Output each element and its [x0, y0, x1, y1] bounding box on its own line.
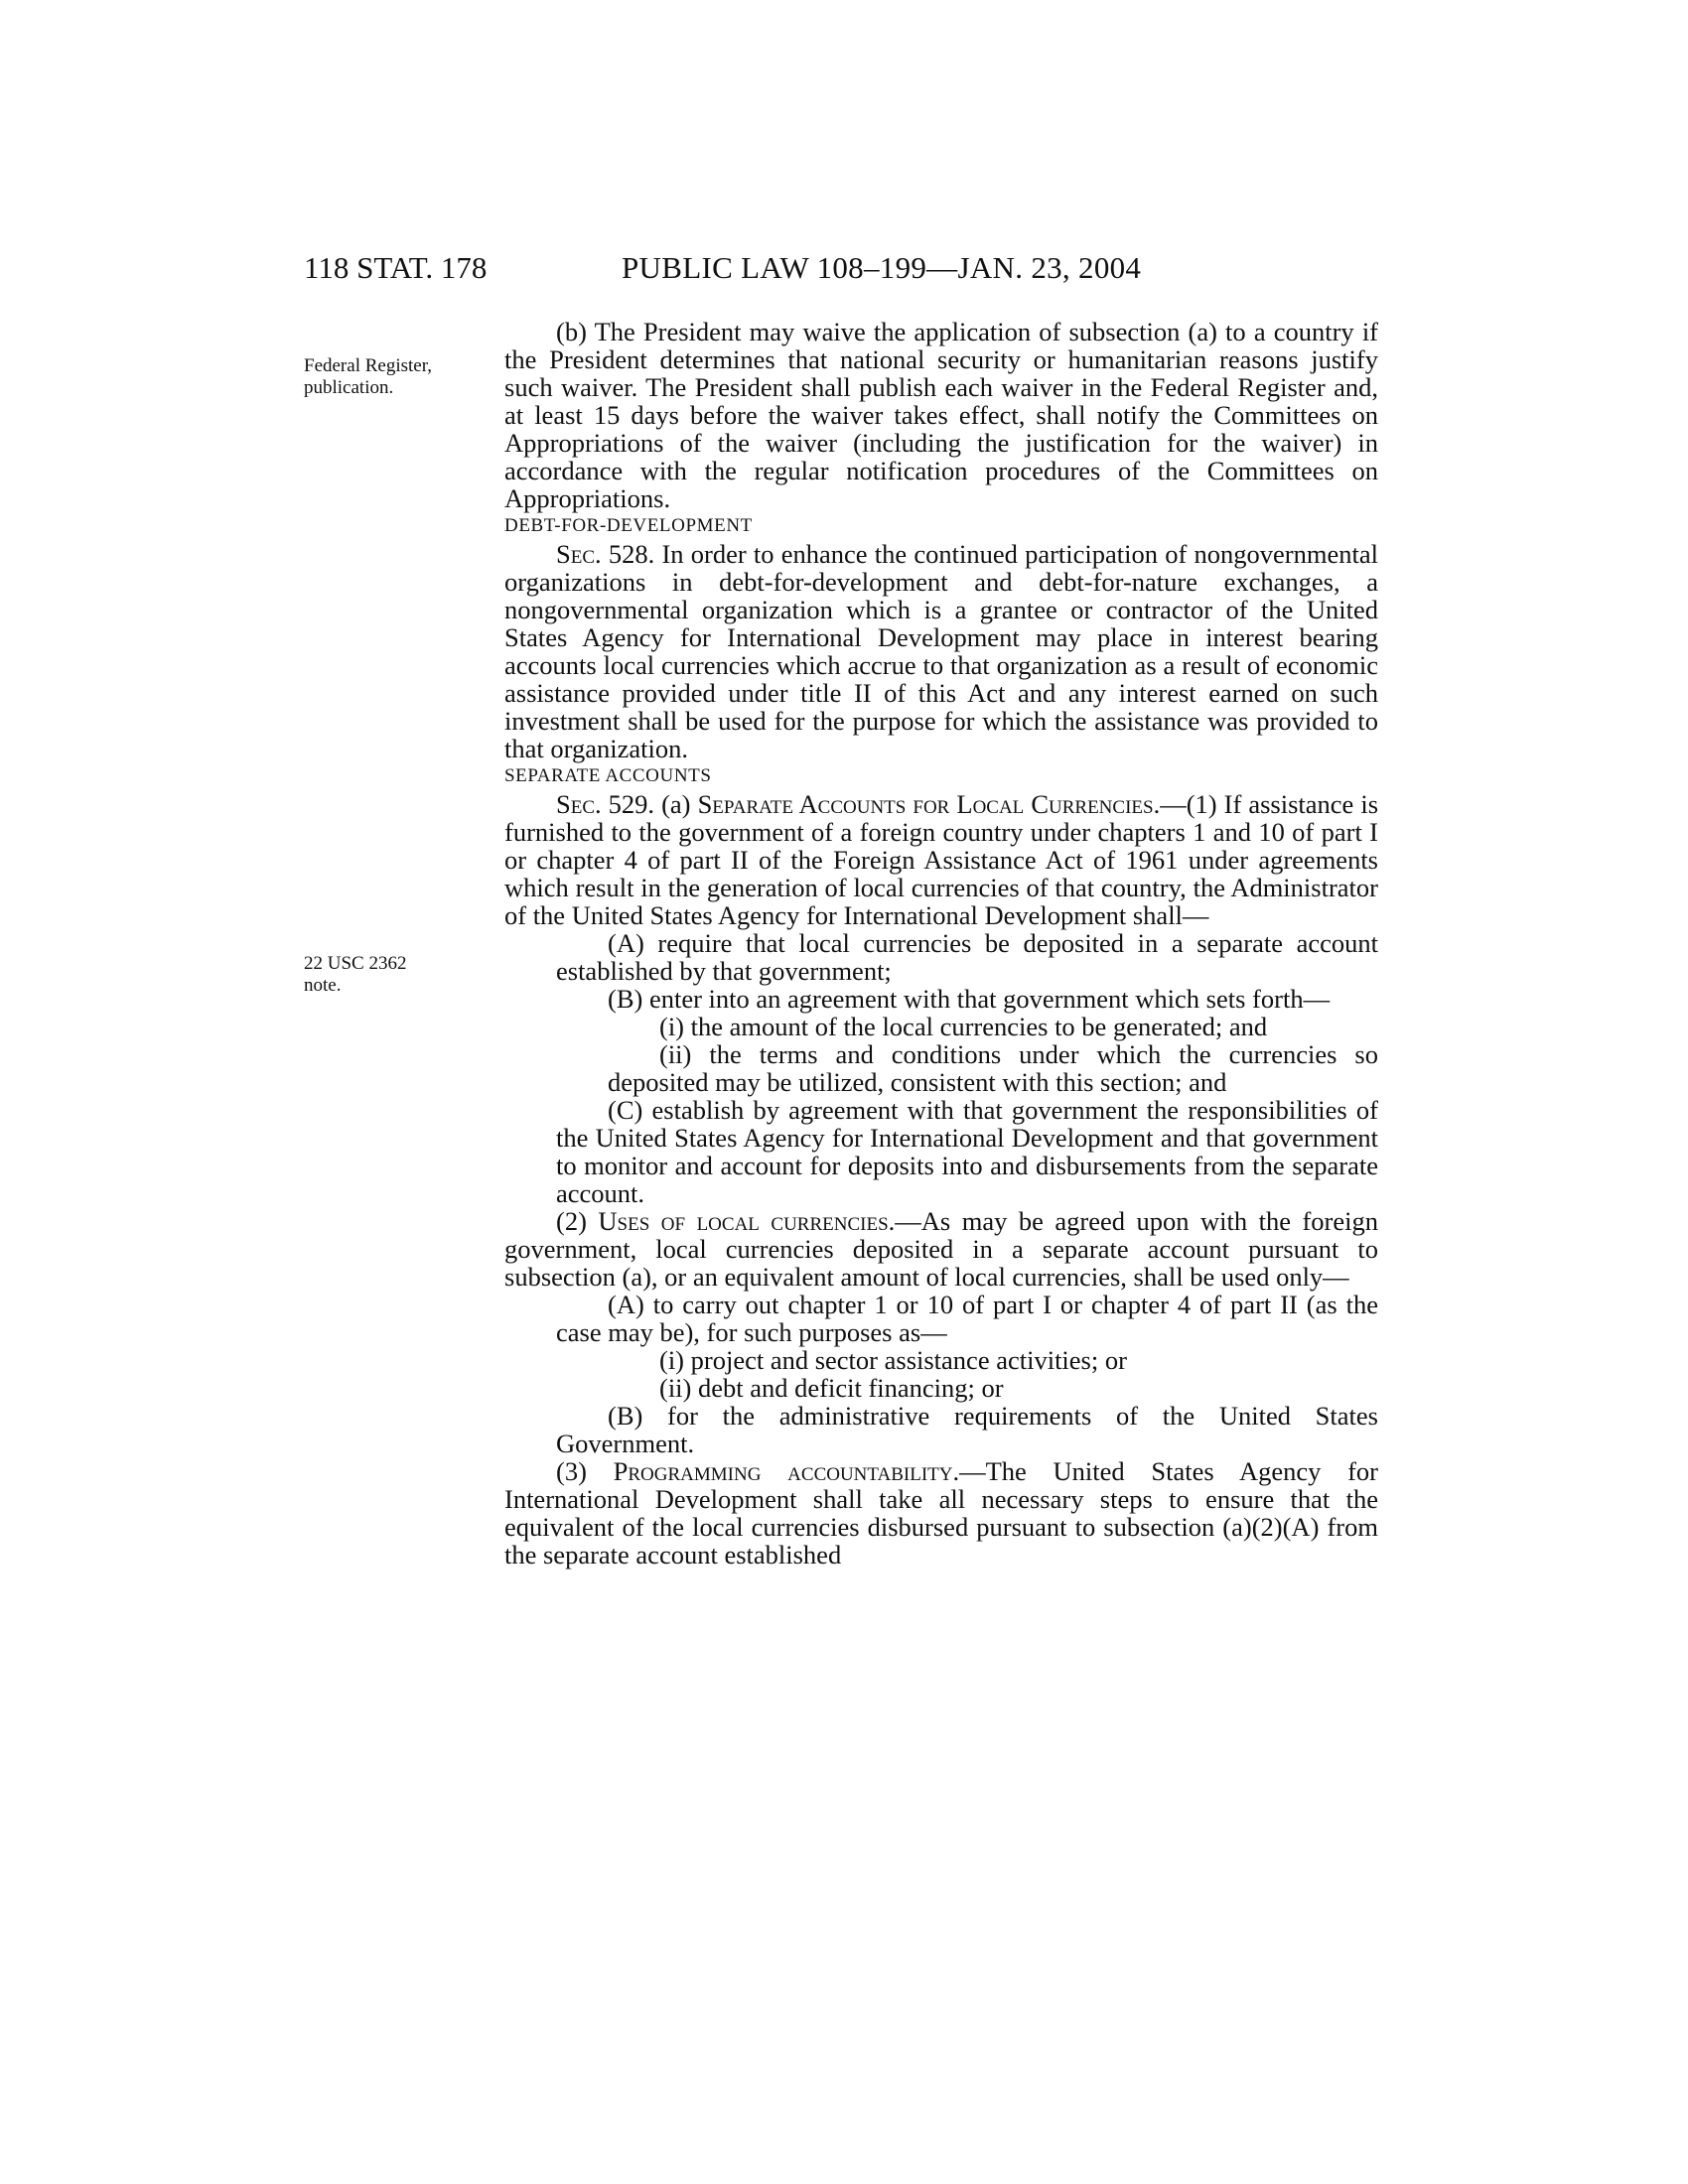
section-529-a	[504, 790, 1378, 929]
paragraph-2-a: (A) to carry out chapter 1 or 10 of part I or chapter 4 of part II (as the case may be), for such purposes as—	[556, 1290, 1378, 1347]
section-529-a-text: —(1) If assistance is furnished to the government of a foreign country under chapters 1 and 10 of part I or chapter 4 of part II of the Foreign Assistance Act of 1961 under agreements which result in the generation of local currencies of that country, the Administrator of the United States Agency for International Development shall—	[504, 789, 1379, 930]
section-528-label: Sec. 528.	[556, 539, 655, 569]
item-a: (A) require that local currencies be deposited in a separate account established by that government;	[556, 928, 1378, 986]
paragraph-3-text: —The United States Agency for International Development shall take all necessary steps to ensure that the equivalent of the local currencies disbursed pursuant to subsection (a)(2)(A) from the separate account established	[504, 1456, 1378, 1570]
paragraph-3	[504, 1457, 1378, 1569]
section-528	[504, 540, 1378, 762]
page-header	[304, 248, 1217, 288]
margin-note-federal-register: Federal Register, publication.	[304, 355, 433, 398]
stat-citation: 118 STAT. 178	[304, 250, 488, 285]
item-c: (C) establish by agreement with that government the responsibilities of the United States Agency for International Development and that government to monitor and account for deposits into and disbursements from the separate account.	[556, 1095, 1378, 1208]
section-529-a-prefix: (a)	[654, 789, 698, 819]
paragraph-2-a-sub	[504, 1346, 1378, 1402]
paragraph-3-heading: Programming accountability.	[613, 1456, 960, 1486]
section-heading-debt-for-development: DEBT-FOR-DEVELOPMENT	[504, 515, 753, 536]
section-heading-separate-accounts: SEPARATE ACCOUNTS	[504, 765, 712, 786]
items-a-b	[504, 929, 1378, 1013]
item-b-ii: (ii) the terms and conditions under which the currencies so deposited may be utilized, consistent with this section; and	[608, 1039, 1378, 1097]
paragraph-2-a-i: (i) project and sector assistance activities; or	[659, 1345, 1127, 1375]
paragraph-2-prefix: (2)	[556, 1206, 599, 1236]
section-529-a-heading: Separate Accounts for Local Currencies.	[697, 789, 1161, 819]
item-b: (B) enter into an agreement with that government which sets forth—	[608, 984, 1331, 1014]
paragraph-2-a-ii: (ii) debt and deficit financing; or	[659, 1373, 1004, 1403]
paragraph-2	[504, 1207, 1378, 1291]
paragraph-2-b: (B) for the administrative requirements of the United States Government.	[556, 1401, 1378, 1458]
body-column	[504, 318, 1378, 1569]
law-title: PUBLIC LAW 108–199—JAN. 23, 2004	[622, 250, 1142, 285]
item-c-block	[504, 1096, 1378, 1207]
paragraph-3-prefix: (3)	[556, 1456, 614, 1486]
paragraph-2-b-block	[504, 1402, 1378, 1457]
paragraph-2-heading: Uses of local currencies.	[598, 1206, 896, 1236]
margin-note-usc: 22 USC 2362 note.	[304, 953, 407, 996]
item-b-i: (i) the amount of the local currencies to be generated; and	[659, 1012, 1268, 1041]
subsection-b: (b) The President may waive the application of subsection (a) to a country if the President determines that national security or humanitarian reasons justify such waiver. The President shall publish each waiver in the Federal Register and, at least 15 days before the waiver takes effect, shall notify the Committees on Appropriations of the waiver (including the justification for the waiver) in accordance with the regular notification procedures of the Committees on Appropriations.	[504, 317, 1378, 513]
items-b-sub	[504, 1013, 1378, 1096]
paragraph-2-text: —As may be agreed upon with the foreign government, local currencies deposited in a separate account pursuant to subsection (a), or an equivalent amount of local currencies, shall be used only—	[504, 1206, 1378, 1292]
section-528-text: In order to enhance the continued participation of nongovernmental organizations in debt-for-development and debt-for-nature exchanges, a nongovernmental organization which is a grantee or contractor of the United States Agency for International Development may place in interest bearing accounts local currencies which accrue to that organization as a result of economic assistance provided under title II of this Act and any interest earned on such investment shall be used for the purpose for which the assistance was provided to that organization.	[504, 539, 1378, 763]
section-529-label: Sec. 529.	[556, 789, 655, 819]
paragraph-2-a-block	[504, 1291, 1378, 1346]
